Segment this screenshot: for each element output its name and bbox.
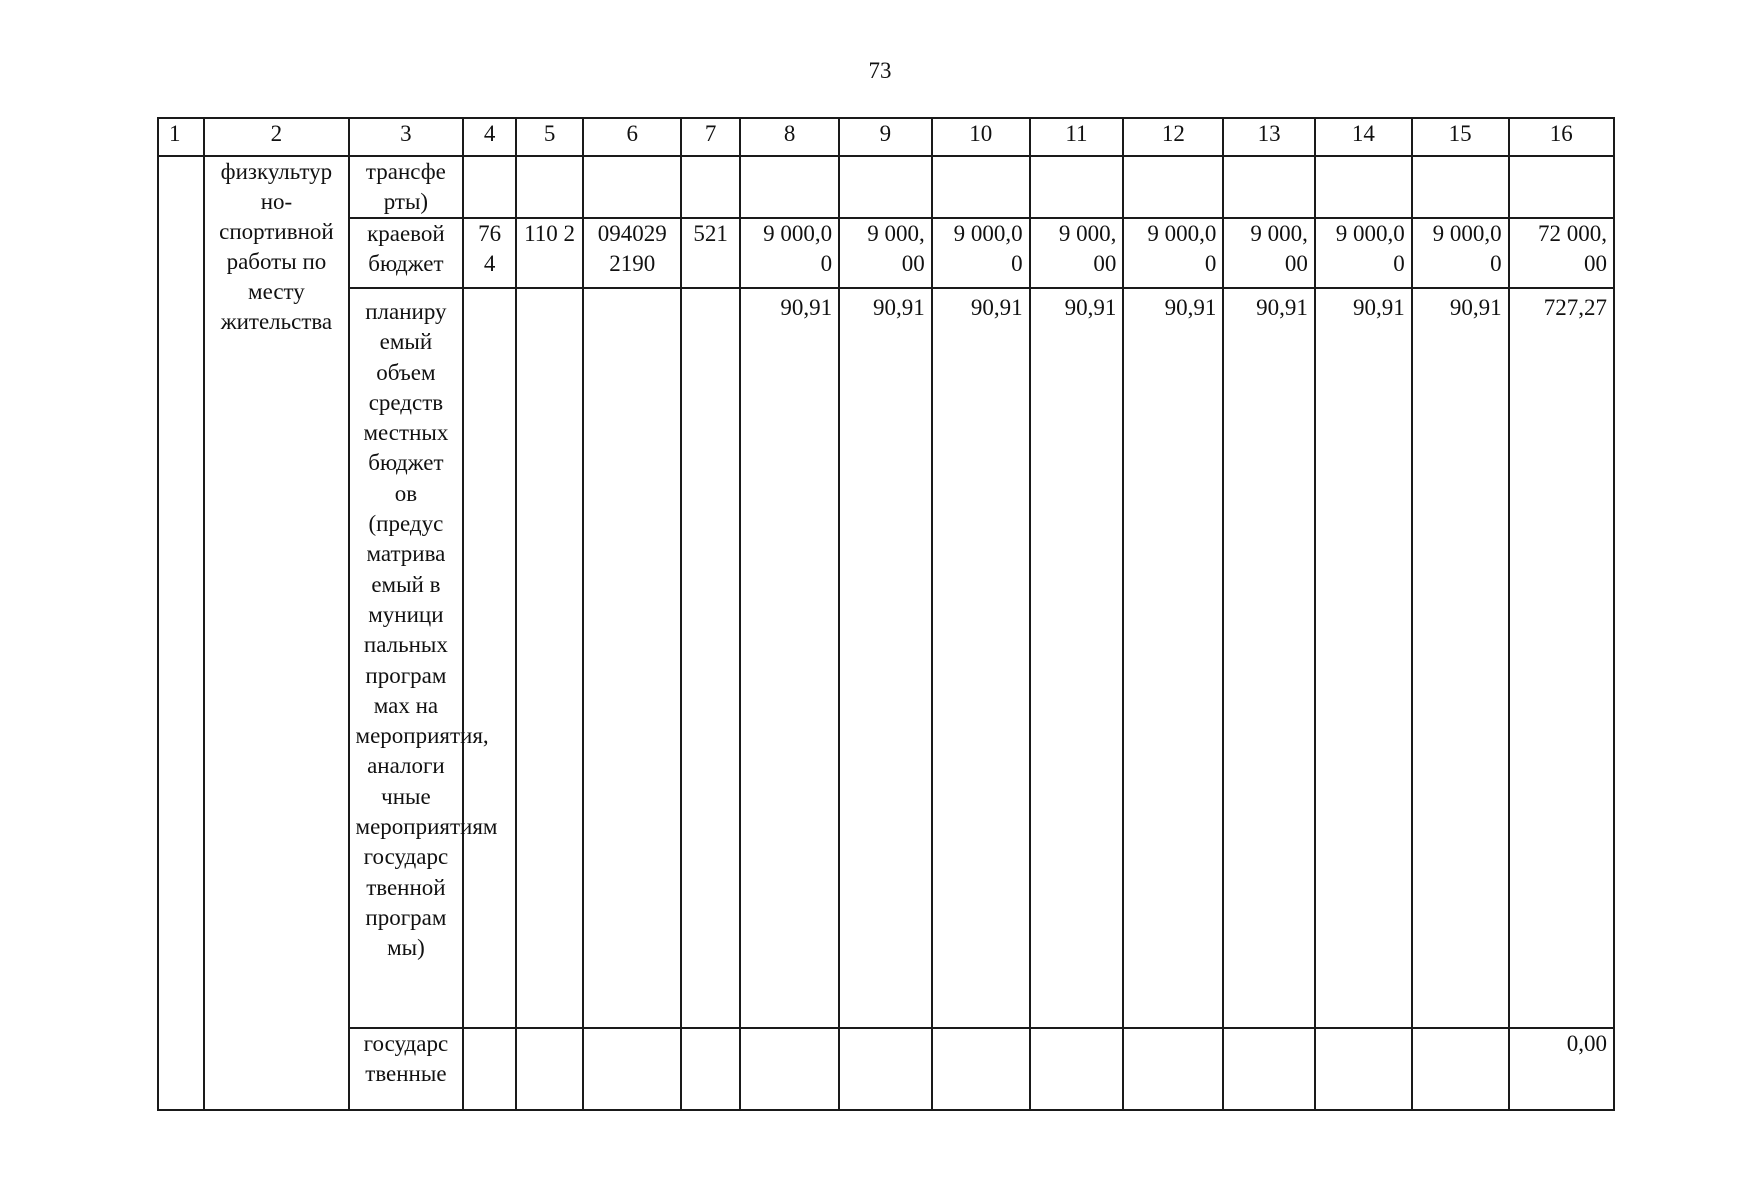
- row-title-cell: физкультур но-спортивной работы по месту жительства: [204, 156, 348, 1110]
- data-cell: [932, 1028, 1030, 1110]
- data-cell: 110 2: [516, 218, 583, 288]
- column-header: 15: [1412, 118, 1509, 156]
- column-header: 9: [839, 118, 932, 156]
- column-header: 3: [349, 118, 464, 156]
- data-cell: 727,27: [1509, 288, 1614, 1028]
- table-row: [158, 218, 1614, 288]
- data-cell: [1412, 156, 1509, 218]
- funding-source-cell: краевой бюджет: [349, 218, 464, 288]
- data-cell: 9 000,0 0: [1315, 218, 1412, 288]
- column-header: 4: [463, 118, 516, 156]
- data-cell: [463, 1028, 516, 1110]
- funding-source-cell: государс твенные: [349, 1028, 464, 1110]
- data-cell: 90,91: [740, 288, 839, 1028]
- column-header: 14: [1315, 118, 1412, 156]
- data-cell: [1030, 1028, 1124, 1110]
- data-cell: 90,91: [1223, 288, 1315, 1028]
- data-cell: 90,91: [1123, 288, 1223, 1028]
- data-cell: 9 000, 00: [1223, 218, 1315, 288]
- data-cell: [516, 288, 583, 1028]
- header-row: [158, 118, 1614, 156]
- column-header: 11: [1030, 118, 1124, 156]
- table-row: [158, 156, 1614, 218]
- column-header: 12: [1123, 118, 1223, 156]
- data-cell: [1123, 1028, 1223, 1110]
- data-cell: [1123, 156, 1223, 218]
- data-cell: [1030, 156, 1124, 218]
- data-cell: [740, 1028, 839, 1110]
- column-header: 7: [681, 118, 740, 156]
- data-cell: [839, 1028, 932, 1110]
- data-cell: [1509, 156, 1614, 218]
- data-cell: 90,91: [1315, 288, 1412, 1028]
- data-cell: [1223, 156, 1315, 218]
- data-cell: [463, 288, 516, 1028]
- data-cell: 72 000, 00: [1509, 218, 1614, 288]
- column-header: 5: [516, 118, 583, 156]
- data-cell: [839, 156, 932, 218]
- data-cell: 9 000,0 0: [1123, 218, 1223, 288]
- data-cell: [516, 1028, 583, 1110]
- data-cell: 76 4: [463, 218, 516, 288]
- data-cell: 90,91: [1412, 288, 1509, 1028]
- page-number: 73: [868, 58, 892, 83]
- table-row: [158, 1028, 1614, 1110]
- data-cell: 9 000,0 0: [932, 218, 1030, 288]
- data-cell: 90,91: [932, 288, 1030, 1028]
- data-cell: [583, 156, 681, 218]
- data-cell: 90,91: [1030, 288, 1124, 1028]
- column-header: 13: [1223, 118, 1315, 156]
- data-cell: [681, 288, 740, 1028]
- data-cell: [1315, 156, 1412, 218]
- data-cell: 9 000, 00: [839, 218, 932, 288]
- row-number-cell: [158, 156, 204, 1110]
- column-header: 16: [1509, 118, 1614, 156]
- data-cell: [932, 156, 1030, 218]
- data-cell: 0,00: [1509, 1028, 1614, 1110]
- data-cell: [1315, 1028, 1412, 1110]
- data-cell: [1412, 1028, 1509, 1110]
- data-cell: [516, 156, 583, 218]
- data-cell: [681, 1028, 740, 1110]
- data-cell: [463, 156, 516, 218]
- table-row: [158, 288, 1614, 1028]
- data-cell: [583, 1028, 681, 1110]
- data-cell: [583, 288, 681, 1028]
- funding-source-cell: планиру емый объем средств местных бюджет ов (предус матрива емый в муници пальных програм мах на мероприятия, аналоги чные мероприятиям государс твенной програм мы): [349, 288, 464, 1028]
- data-cell: 90,91: [839, 288, 932, 1028]
- data-cell: [1223, 1028, 1315, 1110]
- column-header: 8: [740, 118, 839, 156]
- column-header: 1: [158, 118, 204, 156]
- data-cell: 521: [681, 218, 740, 288]
- data-cell: [681, 156, 740, 218]
- data-cell: [740, 156, 839, 218]
- column-header: 2: [204, 118, 348, 156]
- funding-source-cell: трансфе рты): [349, 156, 464, 218]
- data-cell: 9 000, 00: [1030, 218, 1124, 288]
- budget-table: [157, 117, 1615, 1111]
- column-header: 10: [932, 118, 1030, 156]
- data-cell: 094029 2190: [583, 218, 681, 288]
- data-cell: 9 000,0 0: [740, 218, 839, 288]
- column-header: 6: [583, 118, 681, 156]
- data-cell: 9 000,0 0: [1412, 218, 1509, 288]
